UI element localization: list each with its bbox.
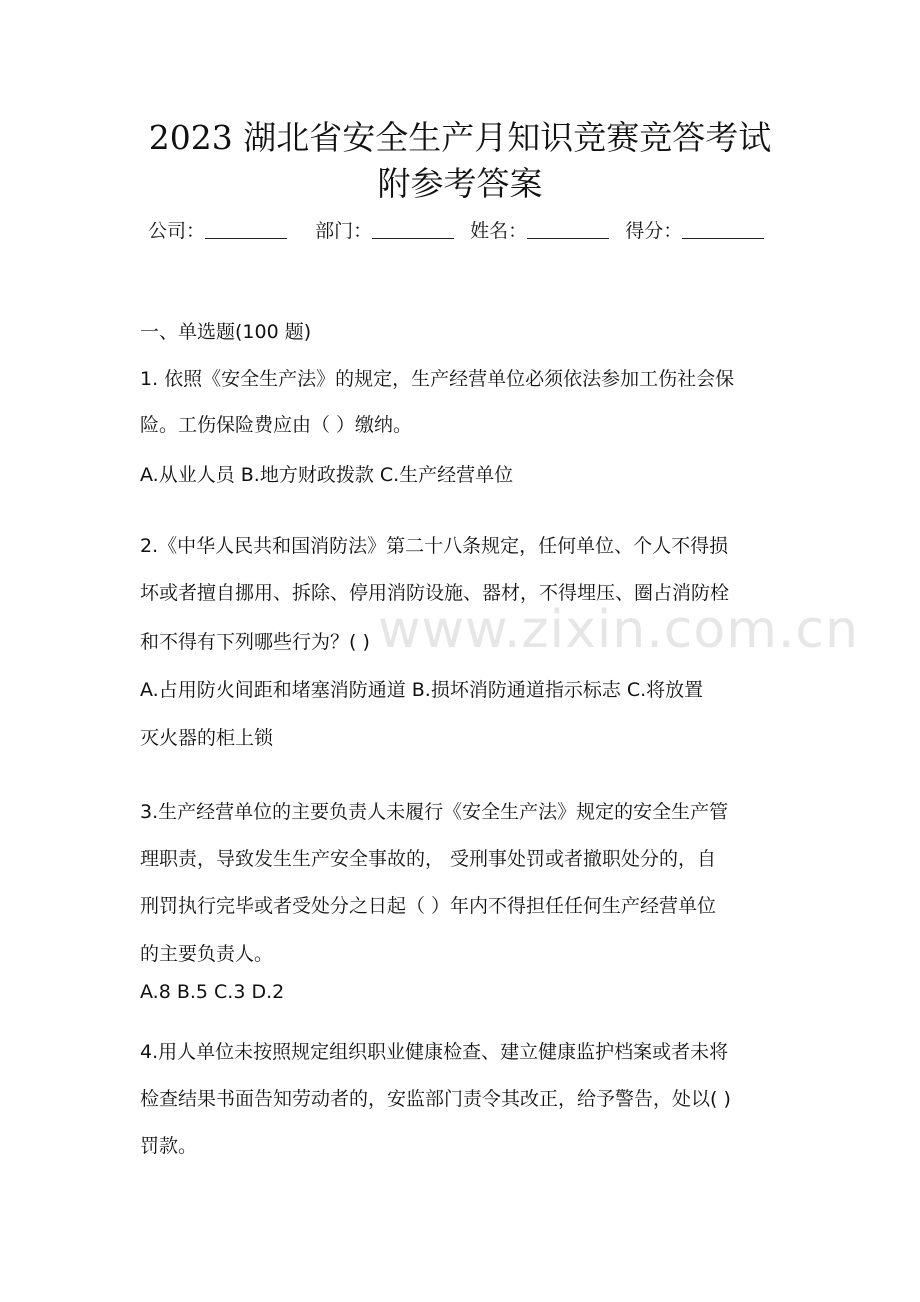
score-blank[interactable] bbox=[682, 218, 764, 239]
department-label: 部门： bbox=[315, 220, 373, 242]
name-field bbox=[470, 216, 609, 243]
question-3-options: A.8 B.5 C.3 D.2 bbox=[140, 981, 285, 1003]
question-3-line-4: 的主要负责人。 bbox=[140, 943, 274, 965]
section-heading: 一、单选题(100 题) bbox=[140, 321, 312, 343]
question-2-line-2: 坏或者擅自挪用、拆除、停用消防设施、器材，不得埋压、圈占消防栓 bbox=[140, 582, 730, 604]
question-2-options-line-2: 灭火器的柜上锁 bbox=[140, 727, 274, 749]
score-label: 得分： bbox=[625, 220, 683, 242]
score-field bbox=[625, 216, 764, 243]
question-3-line-2: 理职责，导致发生生产安全事故的， 受刑事处罚或者撤职处分的，自 bbox=[140, 848, 717, 870]
department-field bbox=[315, 216, 454, 243]
question-1-options: A.从业人员 B.地方财政拨款 C.生产经营单位 bbox=[140, 464, 514, 486]
header-fields bbox=[148, 216, 774, 243]
company-field bbox=[148, 216, 287, 243]
document-title-line1: 2023 湖北省安全生产月知识竞赛竞答考试 bbox=[148, 118, 772, 157]
question-1-line-2: 险。工伤保险费应由（ ）缴纳。 bbox=[140, 414, 413, 436]
question-4-line-3: 罚款。 bbox=[140, 1135, 198, 1157]
company-blank[interactable] bbox=[205, 218, 287, 239]
department-blank[interactable] bbox=[372, 218, 454, 239]
question-2-options-line-1: A.占用防火间距和堵塞消防通道 B.损坏消防通道指示标志 C.将放置 bbox=[140, 679, 704, 701]
name-blank[interactable] bbox=[527, 218, 609, 239]
question-1-line-1: 1. 依照《安全生产法》的规定，生产经营单位必须依法参加工伤社会保 bbox=[140, 368, 735, 390]
question-4-line-2: 检查结果书面告知劳动者的，安监部门责令其改正，给予警告，处以( ) bbox=[140, 1088, 731, 1110]
name-label: 姓名： bbox=[470, 220, 528, 242]
document-title-line2: 附参考答案 bbox=[377, 164, 543, 203]
question-3-line-1: 3.生产经营单位的主要负责人未履行《安全生产法》规定的安全生产管 bbox=[140, 801, 729, 823]
question-3-line-3: 刑罚执行完毕或者受处分之日起（ ）年内不得担任任何生产经营单位 bbox=[140, 895, 717, 917]
company-label: 公司： bbox=[148, 220, 206, 242]
watermark: www.zixin.com.cn bbox=[378, 600, 859, 660]
question-4-line-1: 4.用人单位未按照规定组织职业健康检查、建立健康监护档案或者未将 bbox=[140, 1041, 729, 1063]
question-2-line-3: 和不得有下列哪些行为？( ) bbox=[140, 631, 370, 653]
question-2-line-1: 2.《中华人民共和国消防法》第二十八条规定，任何单位、个人不得损 bbox=[140, 535, 729, 557]
